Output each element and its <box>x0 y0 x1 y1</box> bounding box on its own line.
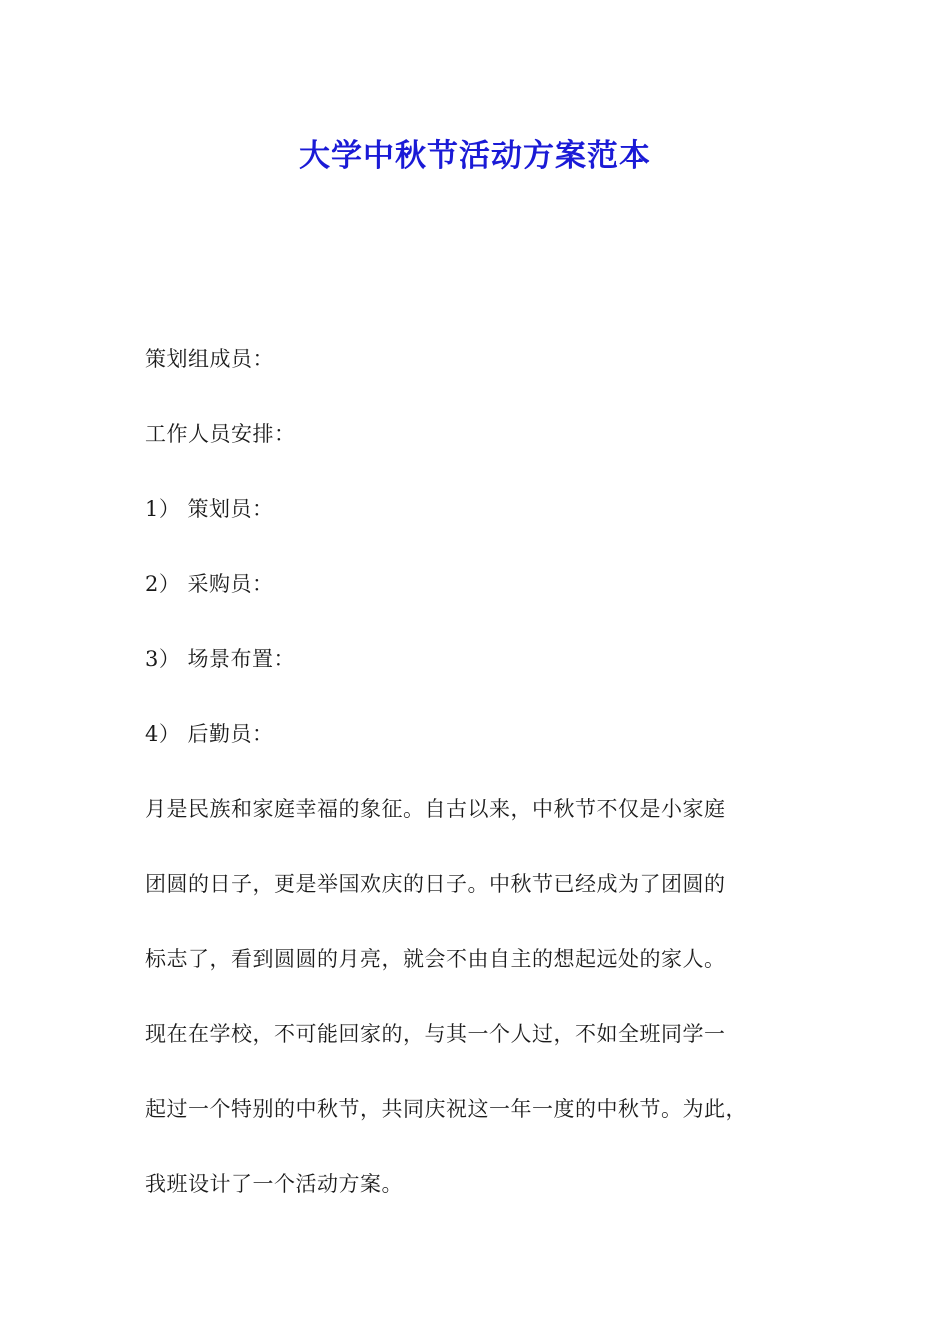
paragraph-line: 月是民族和家庭幸福的象征。自古以来，中秋节不仅是小家庭 <box>145 797 726 821</box>
logistics-line: 4） 后勤员： <box>145 722 274 746</box>
scene-layout-line: 3） 场景布置： <box>145 647 296 671</box>
document-body <box>145 340 835 1240</box>
member-line: 策划组成员： <box>145 347 274 371</box>
paragraph-line: 标志了，看到圆圆的月亮，就会不由自主的想起远处的家人。 <box>145 947 726 971</box>
paragraph-line: 现在在学校，不可能回家的，与其一个人过，不如全班同学一 <box>145 1022 726 1046</box>
paragraph-line: 我班设计了一个活动方案。 <box>145 1172 403 1196</box>
document-title: 大学中秋节活动方案范本 <box>299 138 651 174</box>
planner-line: 1） 策划员： <box>145 497 274 521</box>
paragraph-line: 起过一个特别的中秋节，共同庆祝这一年一度的中秋节。为此， <box>145 1097 747 1121</box>
purchaser-line: 2） 采购员： <box>145 572 274 596</box>
staff-arrangement-line: 工作人员安排： <box>145 422 296 446</box>
paragraph-line: 团圆的日子，更是举国欢庆的日子。中秋节已经成为了团圆的 <box>145 872 726 896</box>
